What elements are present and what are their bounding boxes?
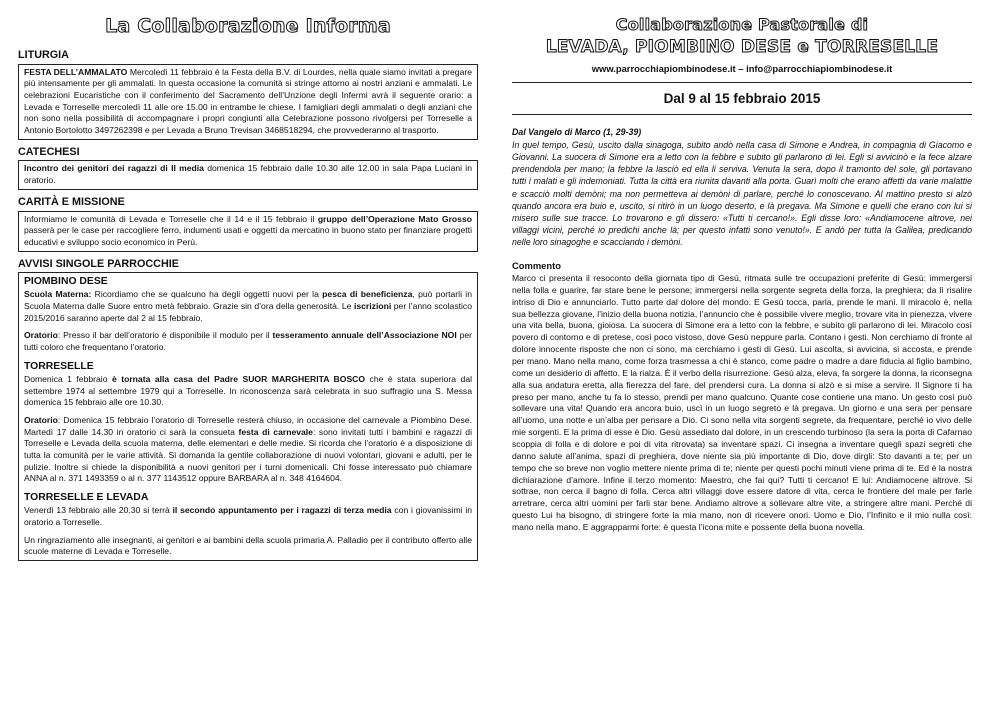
carita-text-pre: Informiamo le comunità di Levada e Torreselle che il 14 e il 15 febbraio il xyxy=(24,213,318,224)
website-contact: www.parrocchiapiombinodese.it – info@parrocchiapiombinodese.it xyxy=(591,63,893,74)
liturgia-lead: FESTA DELL’AMMALATO xyxy=(24,66,128,77)
materna-lead: Scuola Materna: xyxy=(24,289,92,300)
carita-paragraph xyxy=(24,214,472,249)
catechesi-box xyxy=(18,160,478,189)
avvisi-box xyxy=(18,272,478,561)
section-heading-liturgia: LITURGIA xyxy=(18,49,69,61)
comment-heading: Commento xyxy=(512,260,561,272)
torreselle-levada-paragraph-2: Un ringraziamento alle insegnanti, ai genitori e ai bambini della scuola primaria A. Palladio per il contributo offerto alle scuole materne di Levada e Torreselle. xyxy=(24,534,472,557)
left-page-title: La Collaborazione Informa xyxy=(105,15,391,37)
comment-text: Marco ci presenta il resoconto della giornata tipo di Gesù, ritmata sulle tre occupazioni preferite di Gesù: immergersi nella folla e guarire, far stare bene le persone; immergersi nella sorgente segreta della forza, la preghiera; da lì risalire intriso di Dio e annunciarlo. Tutto parte dal dolore del mondo. E Gesù tocca, parla, prende le mani. Il miracolo è, nella sua bellezza giovane, l’inizio della buona notizia, l’annuncio che è possibile vivere meglio, trovare vita in pienezza, vivere una vita bella, buona, gioiosa. La suocera di Simone era a letto con la febbre, e subito gli parlarono di lei. Miracolo così povero di contorno e di pretese, così poco vistoso, dove Gesù neppure parla. Contano i gesti. Non cerchiamo di fronte al dolore innocente risposte che non ci sono, ma cerchiamo i gesti di Gesù. Lui ascolta, si avvicina, si accosta, e prende per mano. Mano nella mano, come forza trasmessa a chi è stanco, come padre o madre a dare fiducia al figlio bambino, come un desiderio di affetto. E la rialza. È il verbo della risurrezione. Gesù alza, eleva, fa sorgere la donna, la riconsegna alla sua andatura eretta, alla fierezza del fare, del prendersi cura. La donna si alzò e si mise a servire. Il Signore ti ha preso per mano, anche tu fa lo stesso, prendi per mano qualcuno. Quante cose contiene una mano. Un gesto così può sollevare una vita! Quando era ancora buio, uscì in un luogo segreto e là pregava. Un giorno e una sera per pensare all’uomo, una notte e un’alba per pensare a Dio. Ci sono nella vita sorgenti segrete, da frequentare, perché io vivo delle mie sorgenti. E la prima di esse è Dio. Gesù assediato dal dolore, in un crescendo turbinoso (la sera la porta di Cafarnao scoppia di folla e di dolore e poi di vita ritrovata) sa inventare spazi. Ci insegna a inventare quegli spazi segreti che danno salute all’anima, spazi di preghiera, dove niente sia più importante di Dio, dove dirgli: Sto davanti a te; per un tempo che so breve non voglio mettere niente prima di te; niente per questi pochi minuti viene prima di te. Ed è la nostra dichiarazione d’amore. Infine il terzo momento: Maestro, che fai qui? Tutti ti cercano! E lui: Andiamocene altrove. Si sottrae, non cerca il bagno di folla. Cerca altri villaggi dove essere datore di vita, cerca le frontiere del male per farle arretrare, cerca altri uomini per farli star bene. Andiamo altrove a sollevare altre vite, a stringere altre mani. Perché di questo Lui ha bisogno, di stringere forte la mia mano, non di ricevere onori. Uomo e Dio, l’Infinito e il mio nulla così: mano nella mano. E aggrapparmi forte: è questa l’icona mite e possente della buona novella. xyxy=(512,273,972,533)
gospel-text: In quel tempo, Gesù, uscito dalla sinagoga, subito andò nella casa di Simone e Andrea, in compagnia di Giacomo e Giovanni. La suocera di Simone era a letto con la febbre e subito gli parlarono di lei. Egli si avvicinò e la fece alzare prendendola per mano; la febbre la lasciò ed ella li serviva. Venuta la sera, dopo il tramonto del sole, gli portavano tutti i malati e gli indemoniati. Tutta la città era riunita davanti alla porta. Guarì molti che erano affetti da varie malattie e scacciò molti demòni; ma non permetteva ai demòni di parlare, perché lo conoscevano. Al mattino presto si alzò quando ancora era buio e, uscito, si ritirò in un luogo deserto, e là pregava. Ma Simone e quelli che erano con lui si misero sulle sue tracce. Lo trovarono e gli dissero: «Tutti ti cercano!». Egli disse loro: «Andiamocene altrove, nei villaggi vicini, perché io predichi anche là; per questo infatti sono venuto!». E andò per tutta la Galilea, predicando nelle loro sinagoghe e scacciando i demòni. xyxy=(512,140,972,248)
catechesi-lead: Incontro dei genitori dei ragazzi di II media xyxy=(24,163,204,174)
oratorio-lead: Oratorio xyxy=(24,330,58,341)
torreselle-p2-post: : sono invitati tutti i bambini e ragazzi di Torreselle e Levada della scuola materna, delle elementari e delle medie. Si ricorda che l’oratorio è a disposizione di tutta la comunità per le varie attività. Si domanda la gentile collaborazione di nuovi volontari, giovani e adulti, per le pulizie. Inoltre si chiede la disponibilità a nuovi genitori per i turni domenicali. Chi fosse interessato può chiamare ANNA al n. 371 1493359 o al n. 377 1143512 oppure BARBARA al n. 348 4164604. xyxy=(24,426,472,484)
torreselle-p1-post: che è stata superiora dal settembre 1974 al settembre 1979 qui a Torreselle. In riconoscenza sarà celebrata in suo suffragio una S. Messa domenica 15 febbraio alle ore 10.30. xyxy=(24,373,473,408)
torreselle-paragraph-2 xyxy=(24,415,472,485)
piombino-materna-paragraph xyxy=(24,289,472,324)
section-heading-avvisi: AVVISI SINGOLE PARROCCHIE xyxy=(18,257,179,270)
right-title-line-1: Collaborazione Pastorale di xyxy=(615,15,869,34)
right-title-line-2: LEVADA, PIOMBINO DESE e TORRESELLE xyxy=(545,37,939,57)
week-date-banner: Dal 9 al 15 febbraio 2015 xyxy=(512,82,972,115)
section-heading-catechesi: CATECHESI xyxy=(18,145,80,158)
torreselle-p1-pre: Domenica 1 febbraio xyxy=(24,373,112,384)
piombino-oratorio-paragraph xyxy=(24,330,472,353)
materna-text-mid: , può portarli in Scuola Materna dalle Suore entro metà febbraio. Grazie sin d’ora della generosità. Le xyxy=(24,289,472,312)
carita-box xyxy=(18,211,478,252)
subheading-piombino-dese: PIOMBINO DESE xyxy=(24,276,108,288)
torreselle-p2-bold: festa di carnevale xyxy=(238,426,313,437)
liturgia-paragraph xyxy=(24,67,472,137)
oratorio-text-post: per tutti coloro che frequentano l’oratorio. xyxy=(24,330,472,353)
liturgia-text: Mercoledì 11 febbraio è la Festa della B.V. di Lourdes, nella quale siamo invitati a pregare più intensamente per gli ammalati. In questa occasione la comunità si stringe attorno ai nostri anziani e ammalati. Le celebrazioni Eucaristiche con il conferimento del Sacramento dell’Unzione degli Infermi avrà il seguente orario: a Levada e Torreselle mercoledì 11 alle ore 15.00 in entrambe le chiese. I famigliari degli ammalati o degli anziani che non sono nella possibilità di accompagnare i propri congiunti alla Celebrazione possono rivolgersi per Torreselle a Antonio Bortolotto 3497262398 e per Levada a Bruno Trevisan 3468518294, che provvederanno al trasporto. xyxy=(24,66,472,136)
torreselle-paragraph-1 xyxy=(24,374,472,409)
tl-p1-bold: il secondo appuntamento per i ragazzi di terza media xyxy=(172,505,392,516)
materna-bold-iscrizioni: iscrizioni xyxy=(353,301,392,312)
oratorio-text-pre: : Presso il bar dell’oratorio è disponibile il modulo per il xyxy=(57,330,273,341)
oratorio-bold: tesseramento annuale dell’Associazione NOI xyxy=(272,330,457,341)
catechesi-paragraph xyxy=(24,163,472,186)
catechesi-text: domenica 15 febbraio dalle 10.30 alle 12.00 in sala Papa Luciani in oratorio. xyxy=(24,163,472,186)
carita-text-post: passerà per le case per raccogliere ferro, indumenti usati e oggetti da mercatino in buono stato per finanziare progetti educativi e sviluppo socio economico in Perù. xyxy=(24,225,472,247)
carita-text-bold: gruppo dell’Operazione Mato Grosso xyxy=(317,213,472,224)
tl-p1-post: con i giovanissimi in oratorio a Torreselle. xyxy=(24,505,473,527)
tl-p1-pre: Venerdì 13 febbraio alle 20.30 si terrà xyxy=(24,505,173,516)
subheading-torreselle: TORRESELLE xyxy=(24,360,94,372)
right-column xyxy=(512,0,972,534)
materna-text-pre: Ricordiamo che se qualcuno ha degli oggetti nuovi per la xyxy=(91,289,323,300)
torreselle-p2-pre: : Domenica 15 febbraio l’oratorio di Torreselle resterà chiuso, in occasione del carnevale a Piombino Dese. Martedì 17 dalle 14.30 in oratorio ci sarà la consueta xyxy=(24,415,472,437)
left-column xyxy=(18,0,478,561)
materna-bold-pesca: pesca di beneficienza xyxy=(322,289,413,300)
liturgia-box xyxy=(18,64,478,140)
materna-text-post: per l’anno scolastico 2015/2016 saranno aperte dal 2 al 15 febbraio. xyxy=(24,301,472,323)
torreselle-levada-paragraph-1 xyxy=(24,505,472,528)
section-heading-carita: CARITÀ E MISSIONE xyxy=(18,195,125,208)
subheading-torreselle-levada: TORRESELLE E LEVADA xyxy=(24,492,149,504)
torreselle-p1-bold: è tornata alla casa del Padre SUOR MARGHERITA BOSCO xyxy=(111,373,366,384)
torreselle-p2-lead: Oratorio xyxy=(24,415,58,426)
gospel-reference: Dal Vangelo di Marco (1, 29-39) xyxy=(512,127,642,138)
